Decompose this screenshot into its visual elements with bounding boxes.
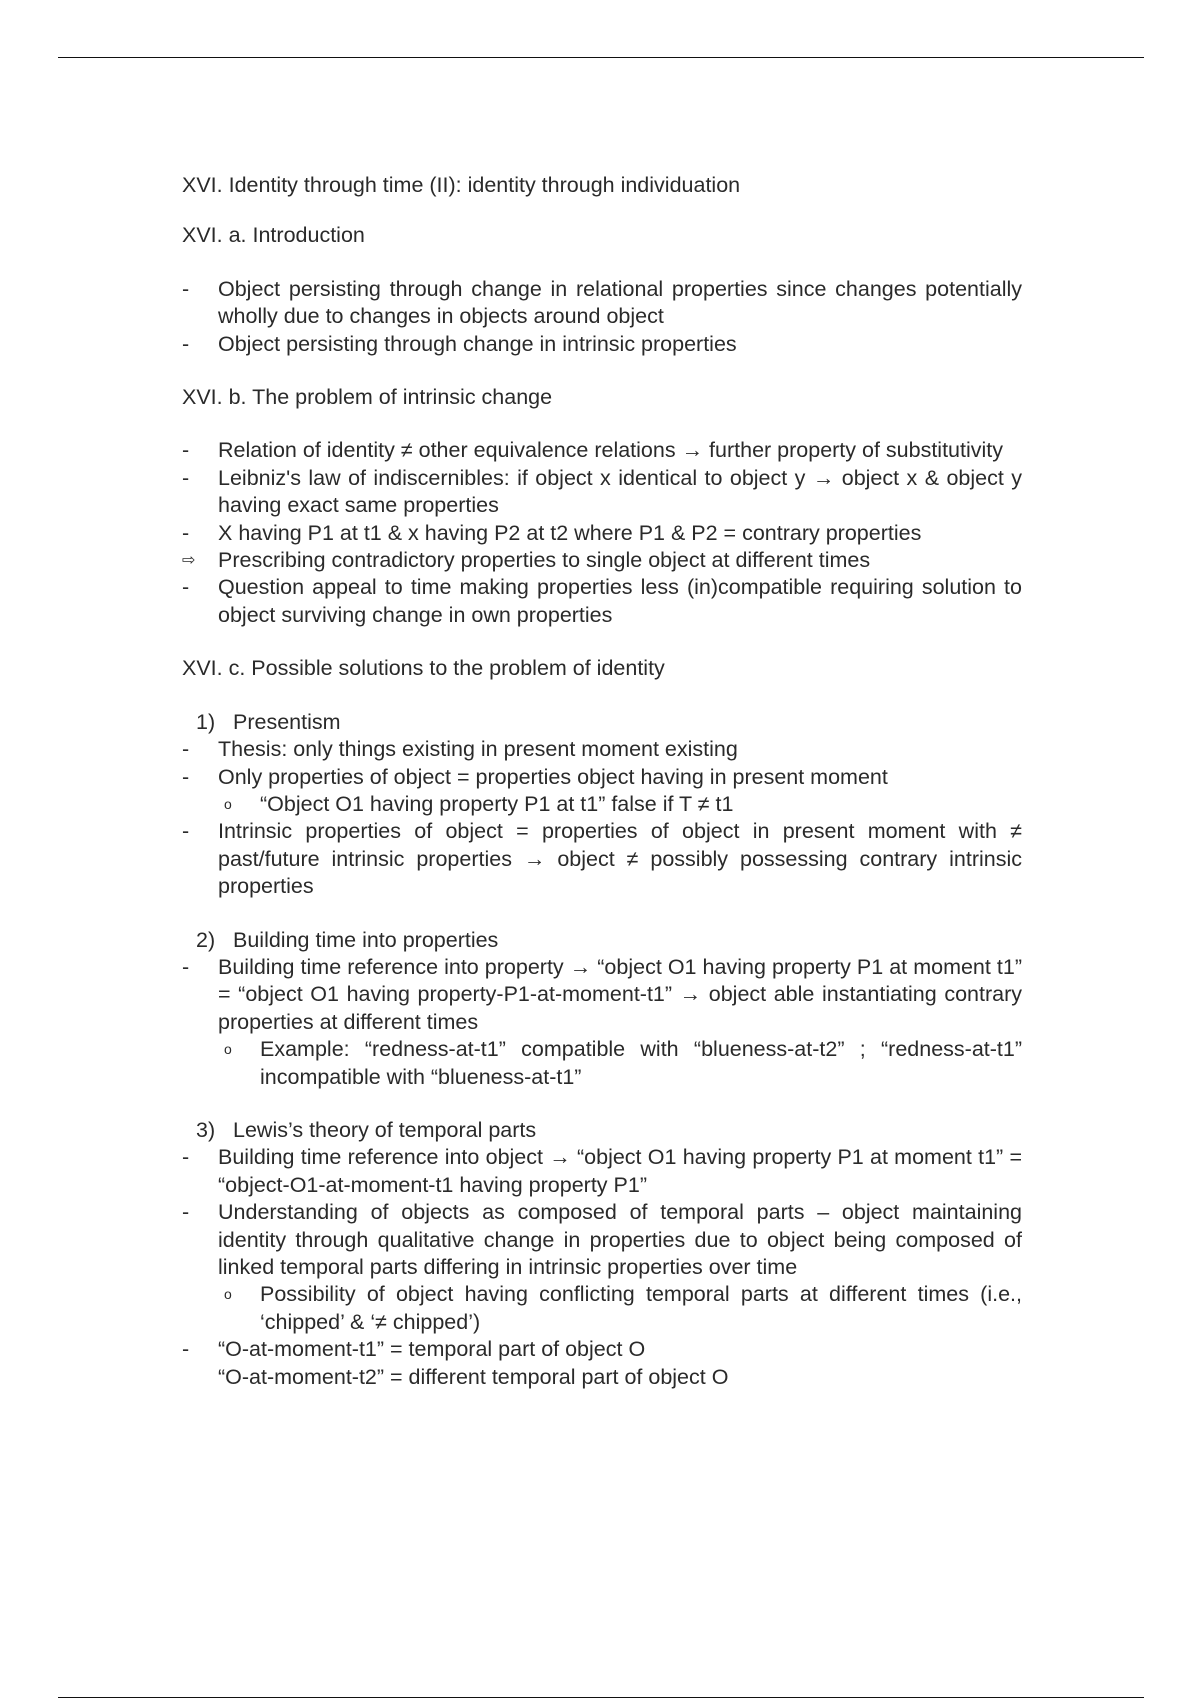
list-item-text: Object persisting through change in intrinsic properties: [218, 331, 737, 356]
top-rule: [58, 57, 1144, 58]
list-item-text: “O-at-moment-t1” = temporal part of object O: [218, 1337, 646, 1362]
solution-temporal-parts: [182, 1117, 1022, 1391]
solution-title: [182, 1117, 1022, 1144]
sub-list-item-text: Possibility of object having conflicting temporal parts at different times (i.e., ‘chipped’ & ‘≠ chipped’): [260, 1282, 1022, 1334]
circle-bullet-icon: o: [224, 1286, 232, 1303]
solution-title-text: Presentism: [233, 709, 341, 734]
section-c-heading: XVI. c. Possible solutions to the problem of identity: [182, 656, 665, 681]
dash-marker: -: [182, 1145, 190, 1170]
solution-list: [182, 954, 1022, 1091]
dash-marker: -: [182, 819, 190, 844]
solution-title-text: Building time into properties: [233, 927, 499, 952]
solution-number: 1): [196, 709, 216, 734]
list-item: [182, 331, 1022, 358]
document-body: [182, 172, 1022, 1417]
section-a-heading: XVI. a. Introduction: [182, 223, 365, 248]
continuation-line: “O-at-moment-t2” = different temporal part of object O: [218, 1364, 729, 1389]
list-item-text: Prescribing contradictory properties to single object at different times: [218, 548, 871, 573]
dash-marker: -: [182, 331, 190, 356]
dash-marker: -: [182, 1200, 190, 1225]
list-item-text: X having P1 at t1 & x having P2 at t2 where P1 & P2 = contrary properties: [218, 520, 922, 545]
list-item: [182, 1144, 1022, 1199]
solution-number: 2): [196, 927, 216, 952]
list-item-text: Question appeal to time making properties less (in)compatible requiring solution to object surviving change in own properties: [218, 575, 1022, 627]
list-item-text: Building time reference into property → “object O1 having property P1 at moment t1” = “object O1 having property-P1-at-moment-t1” → object able instantiating contrary properties at different times: [218, 954, 1022, 1034]
arrow-icon: ⇨: [182, 552, 196, 570]
solution-title-text: Lewis’s theory of temporal parts: [233, 1117, 537, 1142]
solution-title: [182, 709, 1022, 736]
list-item: [182, 465, 1022, 520]
list-item-text: Leibniz's law of indiscernibles: if object x identical to object y → object x & object y having exact same properties: [218, 465, 1022, 518]
list-item-text: Intrinsic properties of object = properties of object in present moment with ≠ past/future intrinsic properties → object ≠ possibly possessing contrary intrinsic properties: [218, 819, 1022, 899]
dash-marker: -: [182, 1337, 190, 1362]
dash-marker: -: [182, 737, 190, 762]
sub-list-item-text: “Object O1 having property P1 at t1” false if T ≠ t1: [260, 791, 734, 816]
bottom-rule: [58, 1697, 1144, 1698]
section-a-list: [182, 276, 1022, 358]
list-item: [182, 736, 1022, 763]
section-b-heading: XVI. b. The problem of intrinsic change: [182, 385, 553, 410]
sub-list-item: [182, 1036, 1022, 1091]
dash-marker: -: [182, 438, 190, 463]
list-item-text: Object persisting through change in relational properties since changes potentially wholly due to changes in objects around object: [218, 276, 1022, 329]
sub-list-item: [182, 791, 1022, 818]
dash-marker: -: [182, 276, 190, 301]
sub-list-item-text: Example: “redness-at-t1” compatible with “blueness-at-t2” ; “redness-at-t1” incompatible with “blueness-at-t1”: [260, 1037, 1022, 1089]
solution-presentism: [182, 709, 1022, 901]
list-item: [182, 1336, 1022, 1363]
list-item-text: Only properties of object = properties object having in present moment: [218, 764, 888, 789]
list-item: [182, 818, 1022, 900]
list-item: [182, 954, 1022, 1036]
solution-number: 3): [196, 1117, 216, 1142]
list-item: [182, 276, 1022, 331]
list-item-text: Building time reference into object → “object O1 having property P1 at moment t1” = “object-O1-at-moment-t1 having property P1”: [218, 1145, 1022, 1197]
solution-title: [182, 927, 1022, 954]
dash-marker: -: [182, 764, 190, 789]
list-item: [182, 520, 1022, 547]
section-b-list: [182, 437, 1022, 629]
solution-list: [182, 736, 1022, 900]
list-item-text: Thesis: only things existing in present moment existing: [218, 737, 738, 762]
list-item-text: Relation of identity ≠ other equivalence relations → further property of substitutivity: [218, 438, 1004, 463]
list-item: [182, 574, 1022, 629]
list-item: [182, 547, 1022, 574]
list-item-text: Understanding of objects as composed of temporal parts – object maintaining identity through qualitative change in properties due to object being composed of linked temporal parts differing in intrinsic properties over time: [218, 1200, 1022, 1279]
solution-time-into-properties: [182, 927, 1022, 1091]
circle-bullet-icon: o: [224, 1041, 232, 1058]
sub-list-item: [182, 1281, 1022, 1336]
dash-marker: -: [182, 520, 190, 545]
dash-marker: -: [182, 954, 190, 979]
dash-marker: -: [182, 575, 190, 600]
list-item: [182, 764, 1022, 791]
list-item: [182, 437, 1022, 464]
solution-list: [182, 1144, 1022, 1363]
list-item: [182, 1199, 1022, 1281]
document-title: XVI. Identity through time (II): identity through individuation: [182, 173, 741, 197]
circle-bullet-icon: o: [224, 795, 232, 812]
dash-marker: -: [182, 465, 190, 490]
